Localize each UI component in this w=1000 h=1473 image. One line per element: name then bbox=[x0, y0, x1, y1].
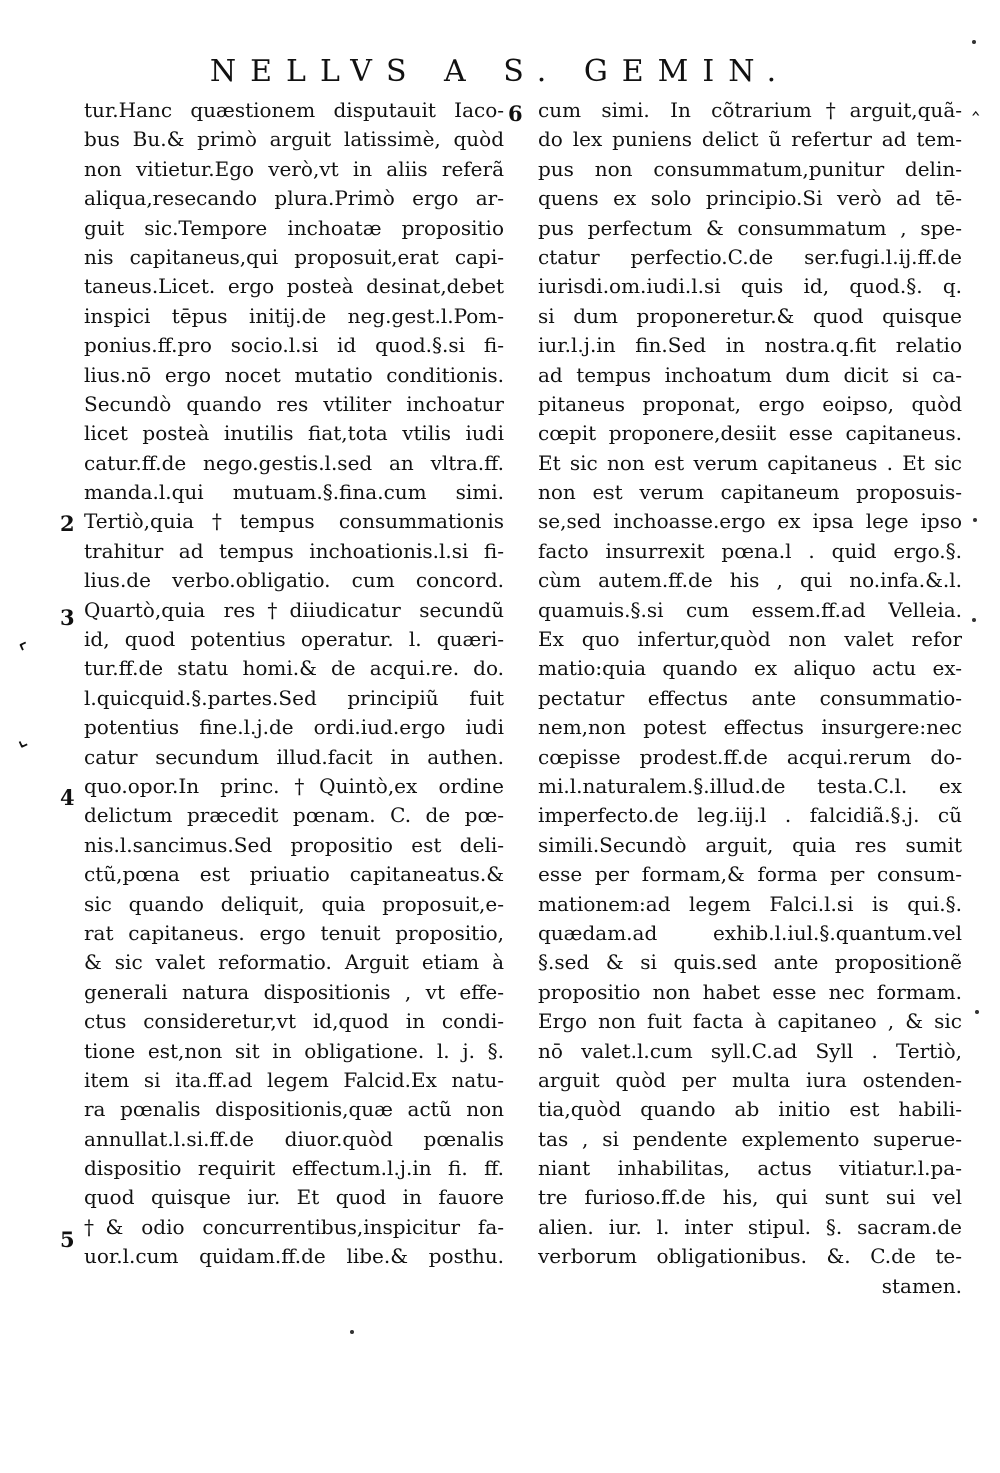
text-line: pitaneus proponat, ergo eoipso, quòd bbox=[538, 391, 962, 416]
text-line: iur.l.j.in fin.Sed in nostra.q.fit relatio bbox=[538, 333, 962, 358]
text-line: inspici tēpus initij.de neg.gest.l.Pom- bbox=[84, 303, 504, 328]
ink-speck bbox=[972, 40, 976, 44]
text-line: lius.nō ergo nocet mutatio conditionis. bbox=[84, 362, 504, 387]
ink-speck bbox=[973, 518, 977, 522]
text-line: nem,non potest effectus insurgere:nec bbox=[538, 715, 962, 740]
text-line: matio:quia quando ex aliquo actu ex- bbox=[538, 656, 962, 681]
text-line: quod quisque iur. Et quod in fauore bbox=[84, 1185, 504, 1210]
text-line: Quartò,quia res†diiudicatur secundũ bbox=[84, 597, 504, 622]
text-line: facto insurrexit pœna.l . quid ergo.§. bbox=[538, 538, 962, 563]
text-line: id, quod potentius operatur. l. quæri- bbox=[84, 627, 504, 652]
text-line: catur secundum illud.facit in authen. bbox=[84, 744, 504, 769]
text-line: lius.de verbo.obligatio. cum concord. bbox=[84, 568, 504, 593]
text-line: Secundò quando res vtiliter inchoatur bbox=[84, 391, 504, 416]
text-line: cum simi. In cõtrarium†arguit,quã- bbox=[538, 98, 962, 122]
text-line: delictum præcedit pœnam. C. de pœ- bbox=[84, 803, 504, 828]
text-line: stamen. bbox=[881, 1273, 962, 1298]
text-line: taneus.Licet. ergo posteà desinat,debet bbox=[84, 274, 504, 299]
text-line: sic quando deliquit, quia proposuit,e- bbox=[84, 891, 504, 916]
text-line: generali natura dispositionis , vt effe- bbox=[84, 979, 504, 1004]
text-line: pus perfectum & consummatum , spe- bbox=[538, 215, 962, 240]
text-line: ctatur perfectio.C.de ser.fugi.l.ij.ff.de bbox=[538, 244, 962, 269]
text-line: quens ex solo principio.Si verò ad tē- bbox=[538, 186, 962, 211]
margin-mark-left-lower: ⌃ bbox=[12, 723, 38, 754]
text-line: annullat.l.si.ff.de diuor.quòd pœnalis bbox=[84, 1126, 504, 1151]
text-line: licet posteà inutilis fiat,tota vtilis iudi bbox=[84, 421, 504, 446]
text-line: mationem:ad legem Falci.l.si is qui.§. bbox=[538, 891, 962, 916]
text-line: quo.opor.In princ.†Quintò,ex ordine bbox=[84, 773, 504, 798]
text-line: non vitietur.Ego verò,vt in aliis referã bbox=[84, 156, 504, 181]
text-line: †& odio concurrentibus,inspicitur fa- bbox=[84, 1214, 504, 1239]
text-line: cœpit proponere,desiit esse capitaneus. bbox=[538, 421, 962, 446]
ink-speck bbox=[350, 1330, 354, 1334]
text-line: ponius.ff.pro socio.l.si id quod.§.si fi- bbox=[84, 333, 504, 358]
text-line: do lex puniens delict ũ refertur ad tem- bbox=[538, 127, 962, 152]
text-line: bus Bu.& primò arguit latissimè, quòd bbox=[84, 127, 504, 152]
text-line: dispositio requirit effectum.l.j.in fi. ff. bbox=[84, 1156, 504, 1181]
margin-mark-top-right: ‸ bbox=[972, 91, 980, 116]
text-line: Ex quo infertur,quòd non valet refor bbox=[538, 627, 962, 652]
text-line: imperfecto.de leg.iij.l . falcidiã.§.j. cũ bbox=[538, 803, 962, 828]
text-line: ctus consideretur,vt id,quod in condi- bbox=[84, 1009, 504, 1034]
text-line: manda.l.qui mutuam.§.fina.cum simi. bbox=[84, 480, 504, 505]
text-line: pus non consummatum,punitur delin- bbox=[538, 156, 962, 181]
margin-number-5: 5 bbox=[60, 1227, 75, 1252]
text-line: & sic valet reformatio. Arguit etiam à bbox=[84, 950, 504, 975]
right-text-column bbox=[538, 96, 962, 1301]
text-line: cœpisse prodest.ff.de acqui.rerum do- bbox=[538, 744, 962, 769]
text-line: nis capitaneus,qui proposuit,erat capi- bbox=[84, 244, 504, 269]
text-line: Ergo non fuit facta à capitaneo , & sic bbox=[538, 1009, 962, 1034]
margin-number-4: 4 bbox=[60, 785, 75, 810]
text-line: niant inhabilitas, actus vitiatur.l.pa- bbox=[538, 1156, 962, 1181]
text-line: propositio non habet esse nec formam. bbox=[538, 979, 962, 1004]
text-line: tre furioso.ff.de his, qui sunt sui vel bbox=[538, 1185, 962, 1210]
margin-number-3: 3 bbox=[60, 605, 75, 630]
text-line: nō valet.l.cum syll.C.ad Syll . Tertiò, bbox=[538, 1038, 962, 1063]
text-line: verborum obligationibus. &. C.de te- bbox=[538, 1244, 962, 1269]
text-line: guit sic.Tempore inchoatæ propositio bbox=[84, 215, 504, 240]
text-line: tur.ff.de statu homi.& de acqui.re. do. bbox=[84, 656, 504, 681]
text-line: iurisdi.om.iudi.l.si quis id, quod.§. q. bbox=[538, 274, 962, 299]
margin-number-6: 6 bbox=[508, 101, 523, 126]
text-line: arguit quòd per multa iura ostenden- bbox=[538, 1067, 962, 1092]
text-line: si dum proponeretur.& quod quisque bbox=[538, 303, 962, 328]
margin-number-2: 2 bbox=[60, 511, 75, 536]
ink-speck bbox=[975, 1010, 979, 1014]
text-line: simili.Secundò arguit, quia res sumit bbox=[538, 832, 962, 857]
text-line: ctũ,pœna est priuatio capitaneatus.& bbox=[84, 862, 504, 887]
text-line: tas , si pendente explemento superue- bbox=[538, 1126, 962, 1151]
text-line: potentius fine.l.j.de ordi.iud.ergo iudi bbox=[84, 715, 504, 740]
left-text-column bbox=[84, 96, 504, 1272]
ink-speck bbox=[972, 618, 976, 622]
text-line: trahitur ad tempus inchoationis.l.si fi- bbox=[84, 538, 504, 563]
text-line: alien. iur. l. inter stipul. §. sacram.de bbox=[538, 1214, 962, 1239]
text-line: tione est,non sit in obligatione. l. j. §. bbox=[84, 1038, 504, 1063]
text-line: item si ita.ff.ad legem Falcid.Ex natu- bbox=[84, 1067, 504, 1092]
text-line: rat capitaneus. ergo tenuit propositio, bbox=[84, 920, 504, 945]
text-line: mi.l.naturalem.§.illud.de testa.C.l. ex bbox=[538, 773, 962, 798]
text-line: ra pœnalis dispositionis,quæ actũ non bbox=[84, 1097, 504, 1122]
text-line: nis.l.sancimus.Sed propositio est deli- bbox=[84, 832, 504, 857]
text-line: esse per formam,& forma per consum- bbox=[538, 862, 962, 887]
margin-mark-left: ⌃ bbox=[13, 634, 44, 661]
text-line: tur.Hanc quæstionem disputauit Iaco- bbox=[84, 98, 504, 122]
text-line: catur.ff.de nego.gestis.l.sed an vltra.ff. bbox=[84, 450, 504, 475]
text-line: pectatur effectus ante consummatio- bbox=[538, 685, 962, 710]
running-head: NELLVS A S. GEMIN. bbox=[209, 54, 791, 89]
text-line: quædam.ad exhib.l.iul.§.quantum.vel bbox=[538, 920, 962, 945]
text-line: §.sed & si quis.sed ante propositionẽ bbox=[538, 950, 962, 975]
text-line: tia,quòd quando ab initio est habili- bbox=[538, 1097, 962, 1122]
text-line: se,sed inchoasse.ergo ex ipsa lege ipso bbox=[538, 509, 962, 534]
text-line: Tertiò,quia†tempus consummationis bbox=[84, 509, 504, 534]
text-line: aliqua,resecando plura.Primò ergo ar- bbox=[84, 186, 504, 211]
text-line: quamuis.§.si cum essem.ff.ad Velleia. bbox=[538, 597, 962, 622]
text-line: Et sic non est verum capitaneus . Et sic bbox=[538, 450, 962, 475]
text-line: uor.l.cum quidam.ff.de libe.& posthu. bbox=[84, 1244, 504, 1269]
text-line: ad tempus inchoatum dum dicit si ca- bbox=[538, 362, 962, 387]
text-line: non est verum capitaneum proposuis- bbox=[538, 480, 962, 505]
text-line: cùm autem.ff.de his , qui no.infa.&.l. bbox=[538, 568, 962, 593]
text-line: l.quicquid.§.partes.Sed principiũ fuit bbox=[84, 685, 504, 710]
